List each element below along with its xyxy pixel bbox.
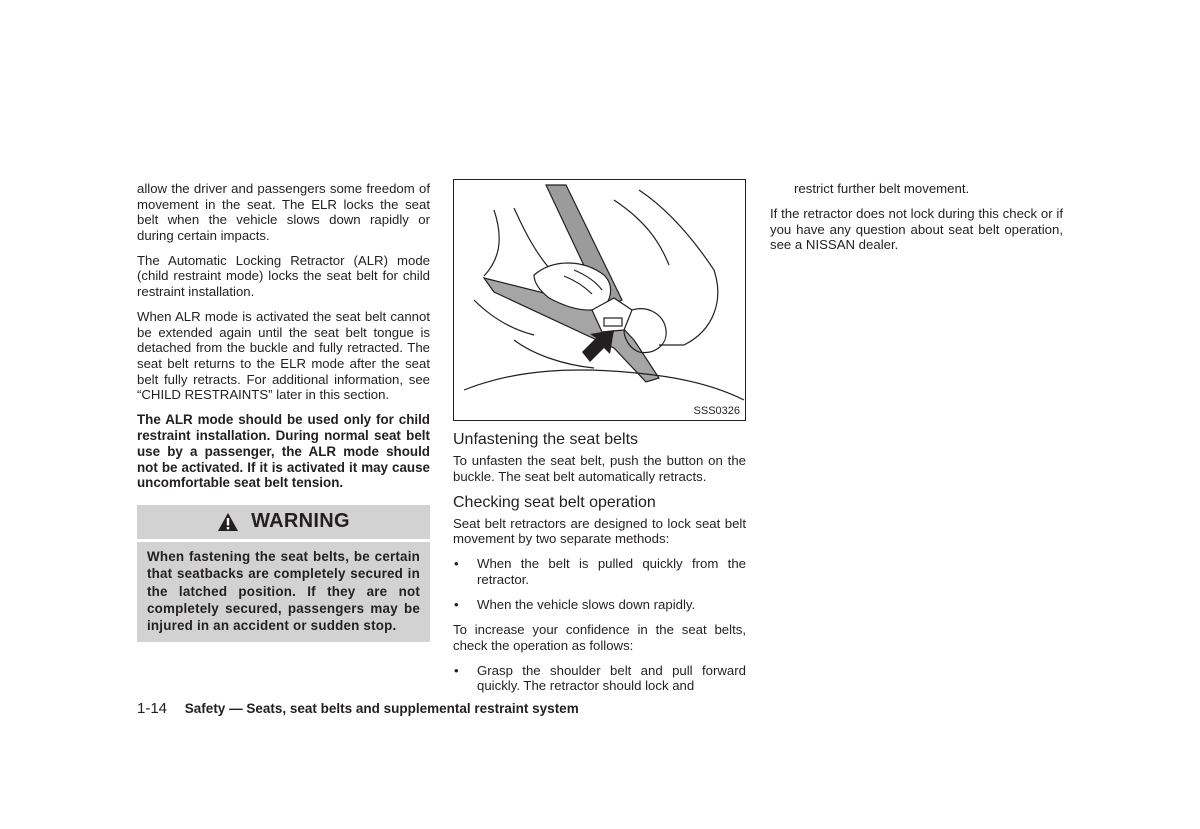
left-column	[137, 181, 430, 642]
continued-text: restrict further belt movement.	[794, 181, 970, 196]
seat-belt-buckle-drawing	[454, 180, 745, 420]
list-item	[453, 597, 746, 613]
middle-column	[453, 431, 746, 704]
footer-title: Safety — Seats, seat belts and supplemental restraint system	[184, 701, 579, 716]
paragraph: To increase your confidence in the seat belts, check the operation as follows:	[453, 622, 746, 653]
paragraph: The Automatic Locking Retractor (ALR) mode (child restraint mode) locks the seat belt for child restraint installation.	[137, 252, 430, 300]
list-item	[453, 556, 746, 587]
paragraph: To unfasten the seat belt, push the button on the buckle. The seat belt automatically retracts.	[453, 453, 746, 484]
paragraph: allow the driver and passengers some freedom of movement in the seat. The ELR locks the seat belt when the vehicle slows down rapidly or during certain impacts.	[137, 181, 430, 243]
section-heading-checking: Checking seat belt operation	[453, 493, 656, 511]
paragraph: When ALR mode is activated the seat belt cannot be extended again until the seat belt tongue is detached from the buckle and fully retracted. The seat belt returns to the ELR mode after the seat belt fully retracts. For additional information, see “CHILD RESTRAINTS” later in this section.	[137, 309, 430, 403]
bullet-icon: •	[454, 662, 459, 678]
list-item-text: When the vehicle slows down rapidly.	[477, 596, 696, 612]
list-item	[453, 663, 746, 694]
bullet-icon: •	[454, 596, 459, 612]
page-number: 1-14	[137, 700, 168, 717]
figure-label: SSS0326	[693, 405, 740, 417]
bullet-list	[453, 556, 746, 612]
seat-belt-illustration	[453, 179, 746, 421]
bullet-list	[453, 663, 746, 694]
warning-header	[137, 505, 430, 542]
warning-text: When fastening the seat belts, be certain that seatbacks are completely secured in the latched position. If they are not completely secured, passengers may be injured in an accident or sudden stop.	[147, 549, 420, 634]
paragraph: Seat belt retractors are designed to lock seat belt movement by two separate methods:	[453, 515, 746, 547]
warning-box	[137, 505, 430, 642]
alr-bold-note: The ALR mode should be used only for child restraint installation. During normal seat belt use by a passenger, the ALR mode should not be activated. If it is activated it may cause uncomfortable seat belt tension.	[137, 412, 430, 491]
list-item-text: When the belt is pulled quickly from the retractor.	[477, 556, 746, 587]
bullet-icon: •	[454, 556, 459, 572]
page-footer	[137, 700, 579, 717]
warning-triangle-icon	[217, 512, 239, 532]
warning-title: WARNING	[251, 510, 350, 533]
section-heading-unfastening: Unfastening the seat belts	[453, 431, 639, 448]
right-column	[770, 181, 1063, 262]
list-item-text: Grasp the shoulder belt and pull forward quickly. The retractor should lock and	[477, 662, 746, 694]
paragraph: If the retractor does not lock during this check or if you have any question about seat belt operation, see a NISSAN dealer.	[770, 206, 1063, 253]
